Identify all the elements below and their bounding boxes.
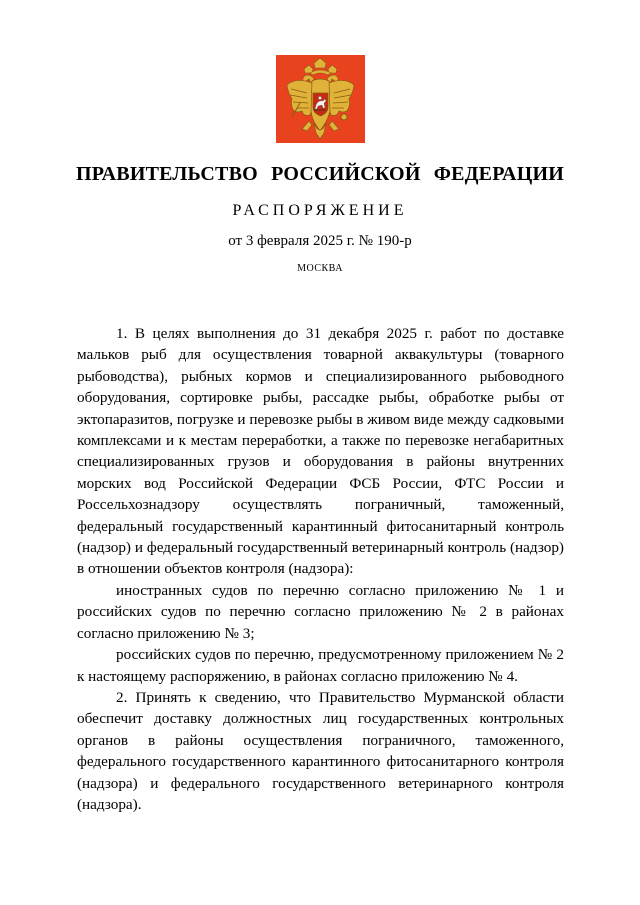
title-word: ФЕДЕРАЦИИ [433, 163, 564, 185]
government-title [0, 163, 640, 186]
body-paragraph: российских судов по перечню, предусмотренному приложением № 2 к настоящему распоряжению, в районах согласно приложению № 4. [77, 646, 564, 685]
body-paragraph: иностранных судов по перечню согласно приложению № 1 и российских судов по перечню согласно приложению № 2 в районах согласно приложению № 3; [77, 581, 564, 642]
body-paragraph: 1. В целях выполнения до 31 декабря 2025 г. работ по доставке мальков рыб для осуществления товарной аквакультуры (товарного рыбоводства), рыбных кормов и специализированного рыбоводного оборудования, сортировке рыбы, рассадке рыбы, обработке рыбы от эктопаразитов, погрузке и перевозке рыбы в живом виде между садковыми комплексами и к местам переработки, а также по перевозке негабаритных специализированных грузов и оборудования в районы внутренних морских вод Российской Федерации ФСБ России, ФТС России и Россельхознадзору осуществлять пограничный, таможенный, федеральный государственный карантинный фитосанитарный контроль (надзор) и федеральный государственный ветеринарный контроль (надзор) в отношении объектов контроля (надзора): [77, 325, 564, 578]
document-body [77, 323, 564, 815]
title-word: ПРАВИТЕЛЬСТВО [76, 163, 258, 185]
title-word: РОССИЙСКОЙ [271, 163, 421, 185]
coat-of-arms-icon [276, 55, 365, 143]
document-city: МОСКВА [297, 263, 343, 274]
body-paragraph: 2. Принять к сведению, что Правительство Мурманской области обеспечит доставку должностных лиц государственных контрольных органов в районы осуществления пограничного, таможенного, федерального государственного карантинного фитосанитарного контроля (надзора) и федерального государственного ветеринарного контроля (надзора). [77, 688, 564, 813]
document-date-number: от 3 февраля 2025 г. № 190-р [228, 233, 412, 249]
document-type: РАСПОРЯЖЕНИЕ [232, 202, 408, 219]
